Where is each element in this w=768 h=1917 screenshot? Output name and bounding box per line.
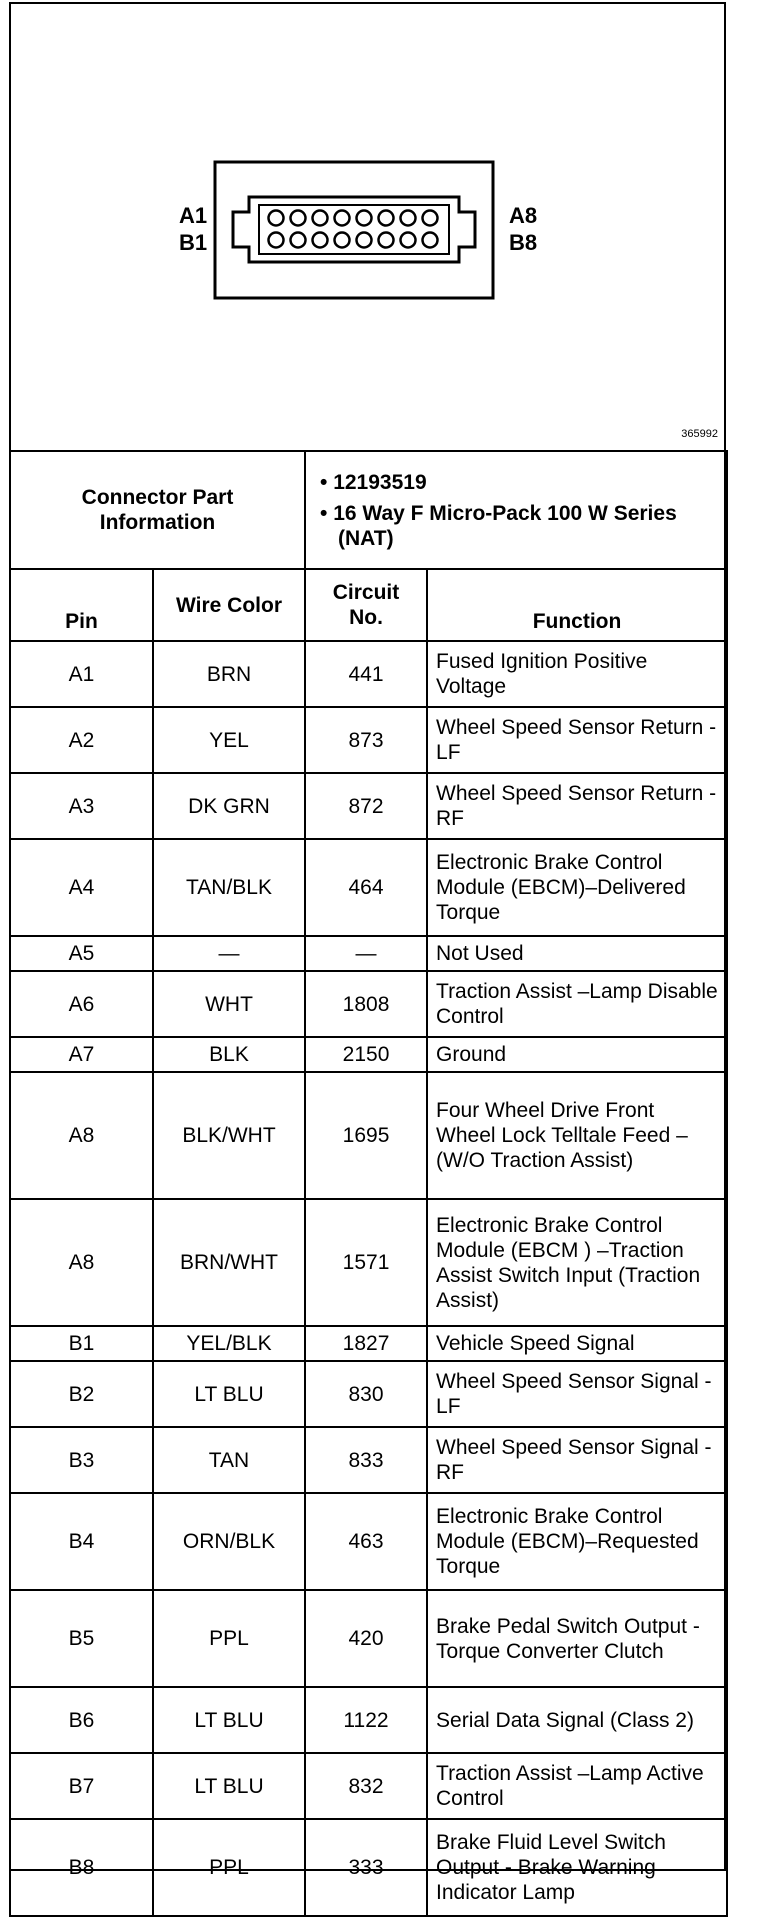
pin-label-b8: B8 (509, 230, 538, 255)
wire-color-cell: BRN (153, 641, 305, 707)
pin-cell: A2 (10, 707, 153, 773)
pin-cell: B3 (10, 1427, 153, 1493)
circuit-no-cell: 832 (305, 1753, 427, 1819)
function-cell: Wheel Speed Sensor Return - RF (427, 773, 727, 839)
column-header-wire-color: Wire Color (153, 569, 305, 641)
circuit-no-cell: 420 (305, 1590, 427, 1687)
wire-color-cell: TAN/BLK (153, 839, 305, 936)
pin-cell: A6 (10, 971, 153, 1037)
wire-color-cell: BLK/WHT (153, 1072, 305, 1199)
wire-color-cell: PPL (153, 1819, 305, 1916)
table-row (10, 1037, 727, 1072)
connector-description: 16 Way F Micro-Pack 100 W Series (NAT) (333, 501, 677, 550)
pin-label-a8: A8 (509, 203, 538, 228)
table-row (10, 1361, 727, 1427)
circuit-no-cell: 830 (305, 1361, 427, 1427)
function-cell: Fused Ignition Positive Voltage (427, 641, 727, 707)
connector-part-info-values: • 12193519 • 16 Way F Micro-Pack 100 W Series (NAT) (305, 451, 727, 569)
column-header-pin: Pin (10, 569, 153, 641)
circuit-no-cell: 2150 (305, 1037, 427, 1072)
pin-hole (423, 233, 438, 248)
pin-cell: A1 (10, 641, 153, 707)
table-row (10, 1493, 727, 1590)
wire-color-cell: BRN/WHT (153, 1199, 305, 1326)
pin-label-a1: A1 (179, 203, 208, 228)
function-cell: Wheel Speed Sensor Return - LF (427, 707, 727, 773)
function-cell: Ground (427, 1037, 727, 1072)
table-row (10, 641, 727, 707)
wire-color-cell: ORN/BLK (153, 1493, 305, 1590)
connector-pinout-table (9, 450, 728, 1917)
wire-color-cell: BLK (153, 1037, 305, 1072)
circuit-no-cell: 1695 (305, 1072, 427, 1199)
pin-hole (291, 211, 306, 226)
circuit-no-cell: 873 (305, 707, 427, 773)
table-row (10, 1590, 727, 1687)
circuit-no-cell: 464 (305, 839, 427, 936)
wire-color-cell: LT BLU (153, 1687, 305, 1753)
wire-color-cell: YEL/BLK (153, 1326, 305, 1361)
pin-cell: B4 (10, 1493, 153, 1590)
function-cell: Not Used (427, 936, 727, 971)
pin-cell: B2 (10, 1361, 153, 1427)
function-cell: Four Wheel Drive Front Wheel Lock Telltale Feed –(W/O Traction Assist) (427, 1072, 727, 1199)
table-row (10, 1072, 727, 1199)
pin-hole (291, 233, 306, 248)
pin-hole (401, 233, 416, 248)
function-cell: Traction Assist –Lamp Active Control (427, 1753, 727, 1819)
pin-hole (335, 211, 350, 226)
circuit-no-cell: 1122 (305, 1687, 427, 1753)
table-row (10, 1753, 727, 1819)
pin-hole (269, 211, 284, 226)
connector-part-info-row (10, 451, 727, 569)
function-cell: Wheel Speed Sensor Signal - LF (427, 1361, 727, 1427)
wire-color-cell: YEL (153, 707, 305, 773)
function-cell: Brake Pedal Switch Output - Torque Converter Clutch (427, 1590, 727, 1687)
pin-cell: A5 (10, 936, 153, 971)
pin-label-b1: B1 (179, 230, 208, 255)
function-cell: Vehicle Speed Signal (427, 1326, 727, 1361)
pin-cell: B7 (10, 1753, 153, 1819)
16-way-connector-face-icon (213, 160, 495, 300)
wire-color-cell: LT BLU (153, 1361, 305, 1427)
circuit-no-cell: — (305, 936, 427, 971)
connector-part-info-label: Connector Part Information (10, 451, 305, 569)
function-cell: Electronic Brake Control Module (EBCM)–Delivered Torque (427, 839, 727, 936)
pin-hole (335, 233, 350, 248)
circuit-no-cell: 1808 (305, 971, 427, 1037)
pin-hole (401, 211, 416, 226)
column-header-circuit-no: Circuit No. (305, 569, 427, 641)
circuit-no-cell: 1827 (305, 1326, 427, 1361)
pin-cell: B8 (10, 1819, 153, 1916)
circuit-no-cell: 872 (305, 773, 427, 839)
pin-cell: B6 (10, 1687, 153, 1753)
table-row (10, 707, 727, 773)
pin-hole (379, 233, 394, 248)
pin-cell: B1 (10, 1326, 153, 1361)
connector-part-number: 12193519 (333, 470, 427, 494)
pin-hole (357, 233, 372, 248)
wire-color-cell: PPL (153, 1590, 305, 1687)
table-row (10, 839, 727, 936)
pin-cell: A4 (10, 839, 153, 936)
table-row (10, 1819, 727, 1916)
wire-color-cell: DK GRN (153, 773, 305, 839)
table-row (10, 1427, 727, 1493)
pin-cell: B5 (10, 1590, 153, 1687)
pin-cell: A3 (10, 773, 153, 839)
table-row (10, 971, 727, 1037)
pin-cell: A7 (10, 1037, 153, 1072)
wire-color-cell: — (153, 936, 305, 971)
pin-hole (379, 211, 394, 226)
circuit-no-cell: 833 (305, 1427, 427, 1493)
pin-cell: A8 (10, 1072, 153, 1199)
table-row (10, 773, 727, 839)
function-cell: Electronic Brake Control Module (EBCM)–Requested Torque (427, 1493, 727, 1590)
table-row (10, 1326, 727, 1361)
column-header-row (10, 569, 727, 641)
pin-hole (313, 211, 328, 226)
pin-hole (423, 211, 438, 226)
circuit-no-cell: 1571 (305, 1199, 427, 1326)
connector-diagram-panel (9, 2, 726, 452)
pin-hole (357, 211, 372, 226)
circuit-no-cell: 333 (305, 1819, 427, 1916)
table-row (10, 936, 727, 971)
function-cell: Serial Data Signal (Class 2) (427, 1687, 727, 1753)
function-cell: Traction Assist –Lamp Disable Control (427, 971, 727, 1037)
pin-hole (313, 233, 328, 248)
wire-color-cell: LT BLU (153, 1753, 305, 1819)
function-cell: Electronic Brake Control Module (EBCM ) –Traction Assist Switch Input (Traction Assist) (427, 1199, 727, 1326)
pinout-table-body (10, 451, 727, 1916)
column-header-function: Function (427, 569, 727, 641)
function-cell: Wheel Speed Sensor Signal - RF (427, 1427, 727, 1493)
table-row (10, 1199, 727, 1326)
function-cell: Brake Fluid Level Switch Output - Brake Warning Indicator Lamp (427, 1819, 727, 1916)
pin-cell: A8 (10, 1199, 153, 1326)
pin-hole (269, 233, 284, 248)
circuit-no-cell: 463 (305, 1493, 427, 1590)
wire-color-cell: TAN (153, 1427, 305, 1493)
wire-color-cell: WHT (153, 971, 305, 1037)
circuit-no-cell: 441 (305, 641, 427, 707)
figure-number: 365992 (681, 428, 718, 440)
table-row (10, 1687, 727, 1753)
